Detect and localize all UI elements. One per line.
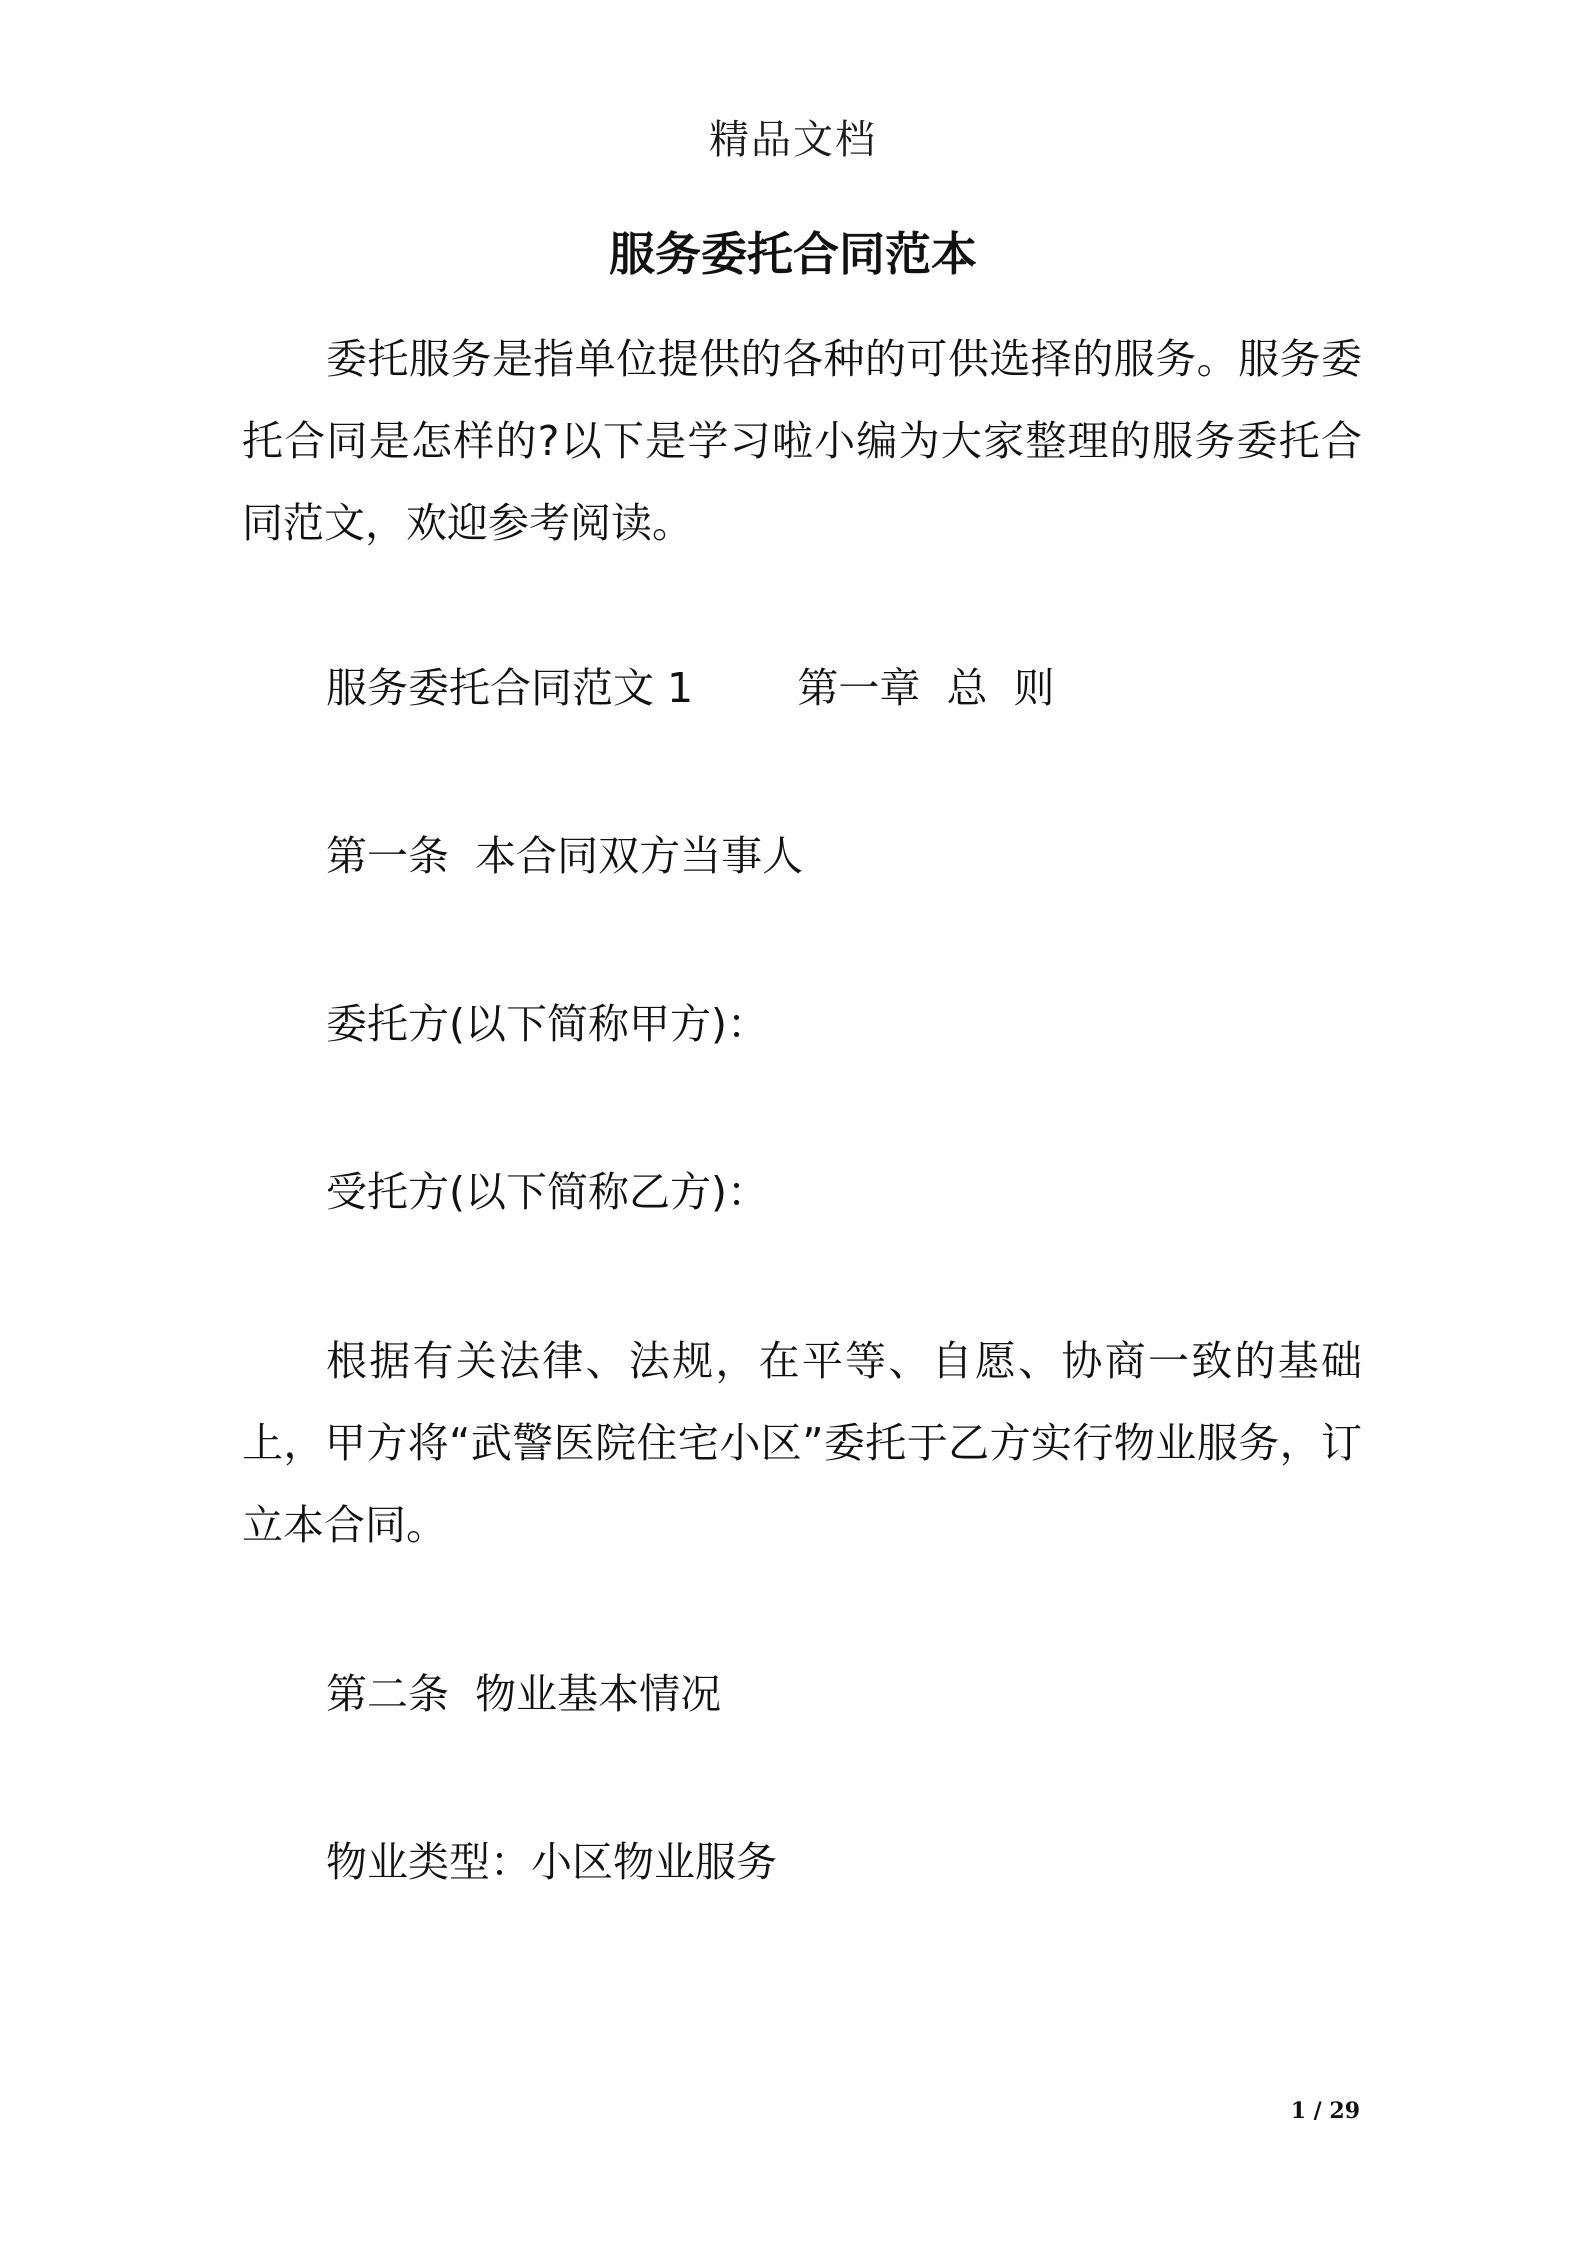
page-header: 精品文档 [709,117,877,163]
property-type-line: 物业类型：小区物业服务 [326,1838,777,1886]
basis-paragraph-block [242,1320,1362,1566]
article-2-heading: 第二条 物业基本情况 [326,1670,722,1718]
intro-paragraph: 委托服务是指单位提供的各种的可供选择的服务。服务委托合同是怎样的?以下是学习啦小编为大家整理的服务委托合同范文，欢迎参考阅读。 [242,335,1362,547]
document-title: 服务委托合同范本 [609,227,977,281]
party-a-line: 委托方(以下简称甲方)： [326,1000,768,1048]
article-1-heading: 第一条 本合同双方当事人 [326,832,804,880]
basis-paragraph: 根据有关法律、法规，在平等、自愿、协商一致的基础上，甲方将“武警医院住宅小区”委托于乙方实行物业服务，订立本合同。 [242,1337,1362,1549]
intro-paragraph-block [242,318,1362,564]
page-number: 1 / 29 [1290,2098,1360,2124]
chapter-heading: 服务委托合同范文 1 第一章 总 则 [326,664,1055,712]
party-b-line: 受托方(以下简称乙方)： [326,1168,768,1216]
